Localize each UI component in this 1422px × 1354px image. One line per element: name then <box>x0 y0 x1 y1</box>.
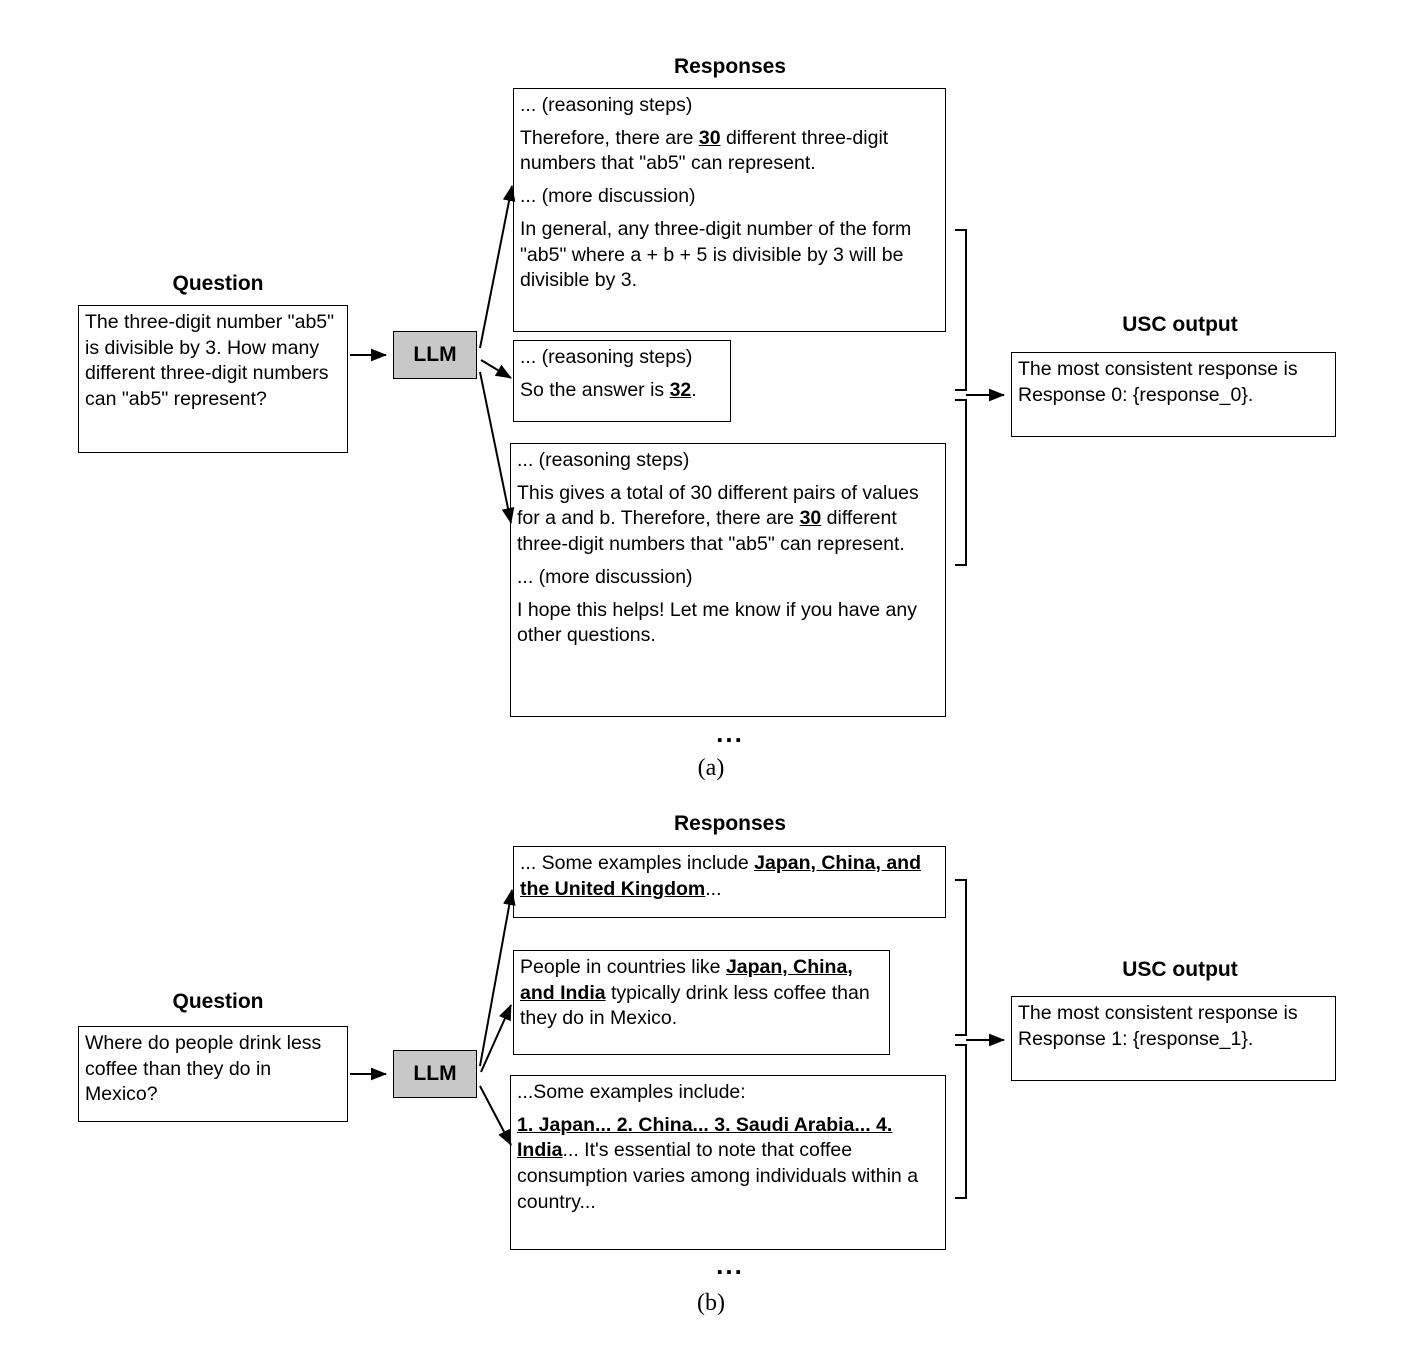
response-highlight: 30 <box>698 126 721 149</box>
question-box-b <box>78 1026 348 1122</box>
response-paragraph <box>517 448 939 474</box>
response-text: ... (reasoning steps) <box>520 94 693 116</box>
response-paragraph <box>520 378 724 404</box>
bracket-responses-a <box>955 230 966 390</box>
response-text: ... (more discussion) <box>520 185 696 208</box>
response-text: ... (reasoning steps) <box>520 346 693 368</box>
responses-ellipsis-b: ... <box>716 1250 744 1280</box>
responses-ellipsis-a: ... <box>716 718 744 748</box>
responses-heading-b: Responses <box>673 812 787 835</box>
response-paragraph <box>520 126 939 177</box>
response-box <box>513 950 890 1055</box>
response-paragraph <box>517 1080 939 1106</box>
response-text: ... Some examples include <box>520 852 755 874</box>
usc-output-box-b <box>1011 996 1336 1081</box>
usc-output-text-a: The most consistent response is Response 0: {response_0}. <box>1018 358 1298 406</box>
response-text: ... <box>705 877 722 900</box>
responses-heading-a: Responses <box>673 55 787 78</box>
usc-heading-b: USC output <box>1122 958 1238 981</box>
usc-output-box-a <box>1011 352 1336 437</box>
response-text: different three-digit numbers that "ab5" can represent. <box>517 507 905 556</box>
question-heading-b: Question <box>172 990 264 1013</box>
usc-heading-a: USC output <box>1122 313 1238 336</box>
question-box-a <box>78 305 348 453</box>
response-paragraph <box>520 851 939 902</box>
response-text: ...Some examples include: <box>517 1081 746 1103</box>
response-box <box>510 443 946 717</box>
response-text: ... (more discussion) <box>517 565 693 588</box>
arrow-llm-to-response-1 <box>481 360 511 378</box>
arrow-llm-to-response-1 <box>481 1005 511 1072</box>
response-highlight: 30 <box>799 507 822 530</box>
response-text: This gives a total of 30 different pairs of values for a and b. Therefore, there are <box>517 481 919 530</box>
response-highlight: Japan, China, and the United Kingdom <box>520 852 921 900</box>
bracket-responses-b-lower <box>955 1045 966 1198</box>
response-text: typically drink less coffee than they do in Mexico. <box>520 981 870 1030</box>
response-highlight: 1. Japan... 2. China... 3. Saudi Arabia... 4. India <box>517 1113 893 1162</box>
diagram-panel-b <box>0 800 1422 1354</box>
response-text: People in countries like <box>520 956 726 978</box>
response-highlight: 32 <box>669 378 692 401</box>
response-text: I hope this helps! Let me know if you have any other questions. <box>517 598 917 647</box>
response-text: Therefore, there are <box>520 126 699 149</box>
usc-output-text-b: The most consistent response is Response 1: {response_1}. <box>1018 1002 1298 1050</box>
llm-label-a: LLM <box>413 343 457 366</box>
response-box <box>513 846 946 918</box>
response-paragraph <box>517 565 939 591</box>
response-paragraph <box>520 184 939 210</box>
response-text: So the answer is <box>520 378 670 401</box>
bracket-responses-a-lower <box>955 400 966 565</box>
response-text: . <box>691 378 697 401</box>
arrow-llm-to-response-0 <box>480 186 512 348</box>
question-heading-a: Question <box>172 272 264 295</box>
response-text: different three-digit numbers that "ab5" can represent. <box>520 126 889 175</box>
llm-box-a <box>393 331 477 379</box>
arrow-llm-to-response-2 <box>480 372 511 523</box>
llm-box-b <box>393 1050 477 1098</box>
response-box <box>513 340 731 422</box>
arrow-llm-to-response-0 <box>480 890 512 1066</box>
response-paragraph <box>520 93 939 119</box>
response-box <box>513 88 946 332</box>
arrow-llm-to-response-2 <box>480 1086 511 1145</box>
panel-caption-a: (a) <box>697 755 725 781</box>
response-highlight: Japan, China, and India <box>520 956 853 1004</box>
response-paragraph <box>520 955 883 1032</box>
question-text-a: The three-digit number "ab5" is divisible by 3. How many different three-digit numbers can "ab5" represent? <box>85 311 335 411</box>
response-paragraph <box>517 481 939 558</box>
bracket-responses-b <box>955 880 966 1035</box>
response-paragraph <box>520 217 939 294</box>
response-box <box>510 1075 946 1250</box>
response-paragraph <box>517 598 939 649</box>
response-paragraph <box>520 345 724 371</box>
panel-caption-b: (b) <box>697 1290 725 1316</box>
response-text: ... It's essential to note that coffee consumption varies among individuals within a country... <box>517 1139 919 1213</box>
response-text: In general, any three-digit number of the form "ab5" where a + b + 5 is divisible by 3 will be divisible by 3. <box>520 217 912 292</box>
response-text: ... (reasoning steps) <box>517 449 690 471</box>
llm-label-b: LLM <box>413 1062 457 1085</box>
response-paragraph <box>517 1113 939 1216</box>
question-text-b: Where do people drink less coffee than they do in Mexico? <box>85 1032 322 1106</box>
